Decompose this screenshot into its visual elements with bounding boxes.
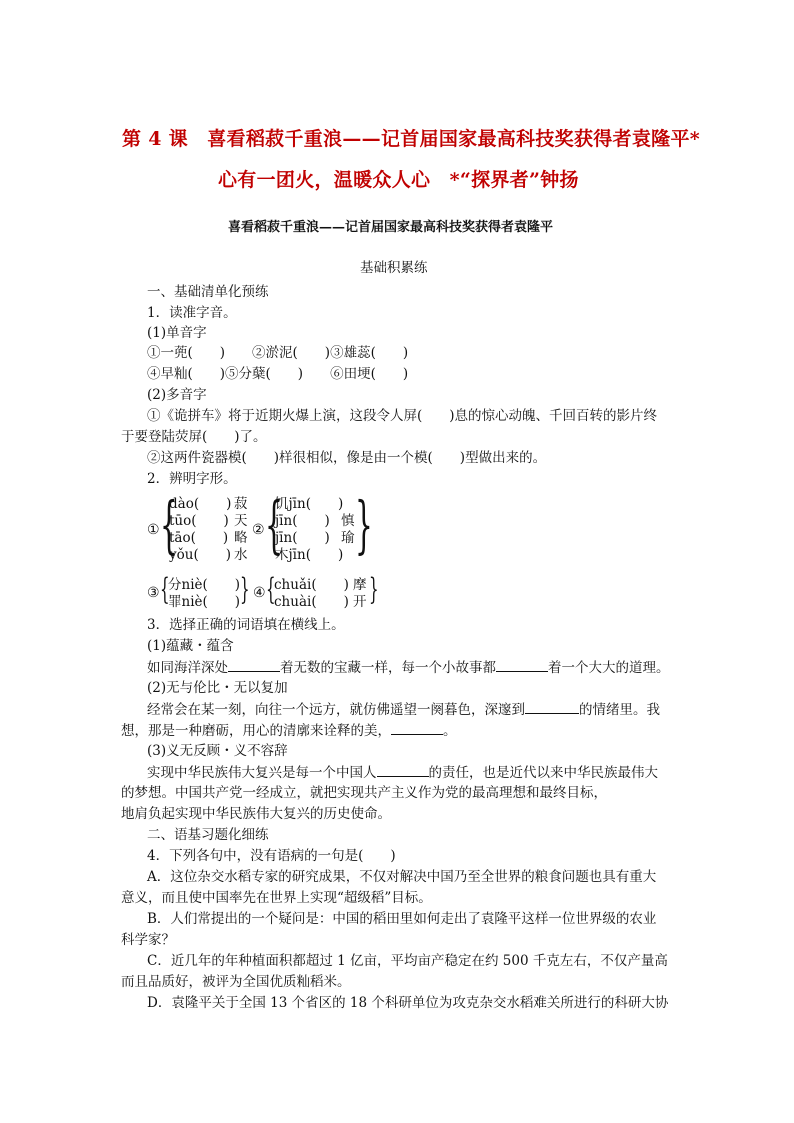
q4-title: 4．下列各句中，没有语病的一句是( ): [147, 848, 396, 864]
lesson-title-line2: 心有一团火，温暖众人心 *“探界者”钟扬: [218, 169, 579, 191]
q3-s3-line2: 的梦想。中国共产党一经成立，就把实现共产主义作为党的最高理想和最终目标，: [121, 785, 607, 801]
q3-s1-part-a: 如同海洋深处: [147, 660, 228, 676]
q4-option-c-line1: C．近几年的年种植面积都超过 1 亿亩，平均亩产稳定在约 500 千克左右，不仅产量高: [147, 953, 668, 969]
part2-heading: 二、语基习题化细练: [147, 827, 269, 843]
group1-char-3: 略: [234, 530, 248, 546]
q1-poly2: ②这两件瓷器模( )样很相似，像是由一个模( )型做出来的。: [147, 450, 547, 466]
group2-right-brace: }: [355, 488, 373, 561]
group1-row-3: tāo( ): [169, 530, 229, 546]
q3-s1-blank-2[interactable]: [496, 657, 548, 672]
q3-s2-line2: [121, 720, 457, 741]
q4-option-b-line1: B．人们常提出的一个疑问是：中国的稻田里如何走出了袁隆平这样一位世界级的农业: [147, 911, 657, 927]
q1-title: 1．读准字音。: [147, 305, 237, 321]
q4-option-d-line1: D．袁隆平关于全国 13 个省区的 18 个科研单位为攻克杂交水稻难关所进行的科研大协: [147, 995, 669, 1011]
q3-s2-blank-1[interactable]: [525, 699, 579, 714]
practice-title: 基础积累练: [360, 260, 428, 276]
group1-row-1: dào( ): [169, 496, 232, 512]
q1-sub2: (2)多音字: [147, 387, 207, 403]
q3-s2-part-d: 。: [443, 723, 457, 739]
q4-option-a-line2: 意义，而且使中国率先在世界上实现“超级稻”目标。: [121, 890, 432, 906]
group2-row-4: 木jīn( ): [275, 547, 344, 563]
q3-s3-part-a: 实现中华民族伟大复兴是每一个中国人: [147, 765, 377, 781]
group4-right-brace: }: [369, 572, 379, 607]
q3-title: 3．选择正确的词语填在横线上。: [147, 617, 345, 633]
group1-char-4: 水: [234, 547, 248, 563]
group3-left-brace: {: [160, 572, 170, 607]
group4-number: ④: [253, 585, 266, 601]
group2-char-1: 慎: [341, 513, 355, 529]
q4-option-b-line2: 科学家？: [121, 932, 175, 948]
group3-row-1: 分niè( ): [168, 577, 241, 593]
group1-row-2: tūo( ): [169, 513, 229, 529]
q3-s1-part-c: 着一个大大的道理。: [548, 660, 670, 676]
group4-row-2: chuài( ): [274, 594, 349, 610]
q3-s2-part-a: 经常会在某一刻，向往一个远方，就仿佛遥望一阕暮色，深邃到: [147, 702, 525, 718]
q1-row1: ①一蔸( ) ②淤泥( )③雄蕊( ): [147, 345, 409, 361]
q4-option-a-line1: A．这位杂交水稻专家的研究成果，不仅对解决中国乃至全世界的粮食问题也具有重大: [147, 869, 657, 885]
q1-poly1b: 于要登陆荧屏( )了。: [121, 429, 267, 445]
group1-char-1: 菽: [234, 496, 248, 512]
group4-left-brace: {: [266, 572, 276, 607]
q4-option-c-line2: 而且品质好，被评为全国优质籼稻米。: [121, 974, 351, 990]
group3-row-2: 罪niè( ): [168, 594, 241, 610]
group4-char-1: 摩: [353, 577, 367, 593]
q3-s2-line1: [147, 699, 660, 720]
group1-row-4: yǒu( ): [169, 547, 231, 563]
q3-s1-blank-1[interactable]: [228, 657, 280, 672]
q3-s2-blank-2[interactable]: [391, 720, 443, 735]
group4-char-2: 开: [353, 594, 367, 610]
q2-title: 2．辨明字形。: [147, 471, 237, 487]
q3-s2-head: (2)无与伦比・无以复加: [147, 680, 288, 696]
group2-left-brace: {: [265, 488, 283, 561]
group2-number: ②: [252, 522, 265, 538]
group3-right-brace: }: [240, 572, 250, 607]
q1-sub1: (1)单音字: [147, 325, 207, 341]
q3-s3-part-b: 的责任，也是近代以来中华民族最伟大: [428, 765, 658, 781]
q3-s1-head: (1)蕴藏・蕴含: [147, 638, 234, 654]
group2-char-2: 瑜: [341, 530, 355, 546]
q3-s2-part-b: 的情绪里。我: [579, 702, 660, 718]
q3-s3-head: (3)义无反顾・义不容辞: [147, 743, 288, 759]
q3-s2-part-c: 想，那是一种磨砺，用心的清廓来诠释的美，: [121, 723, 391, 739]
q3-s3-line1: [147, 762, 658, 783]
group4-row-1: chuǎi( ): [274, 577, 349, 593]
group1-left-brace: {: [160, 488, 178, 561]
lesson-title-line1: 第 4 课 喜看稻菽千重浪——记首届国家最高科技奖获得者袁隆平*: [122, 128, 700, 150]
part1-heading: 一、基础清单化预练: [147, 284, 269, 300]
q3-s3-line3: 地肩负起实现中华民族伟大复兴的历史使命。: [121, 806, 391, 822]
q3-s1-part-b: 着无数的宝藏一样，每一个小故事都: [280, 660, 496, 676]
section-title: 喜看稻菽千重浪——记首届国家最高科技奖获得者袁隆平: [228, 220, 554, 235]
group2-row-2: jīn( ): [275, 513, 330, 529]
group2-row-1: 饥jīn( ): [275, 496, 344, 512]
q3-s1-sentence: [147, 657, 670, 678]
q1-poly1a: ①《诡拼车》将于近期火爆上演，这段令人屏( )息的惊心动魄、千回百转的影片终: [147, 408, 658, 424]
group3-number: ③: [147, 585, 160, 601]
group1-number: ①: [147, 522, 160, 538]
q3-s3-blank-1[interactable]: [377, 762, 429, 777]
group1-char-2: 天: [234, 513, 248, 529]
q1-row2: ④早籼( )⑤分蘖( ) ⑥田埂( ): [147, 366, 409, 382]
group2-row-3: jīn( ): [275, 530, 330, 546]
